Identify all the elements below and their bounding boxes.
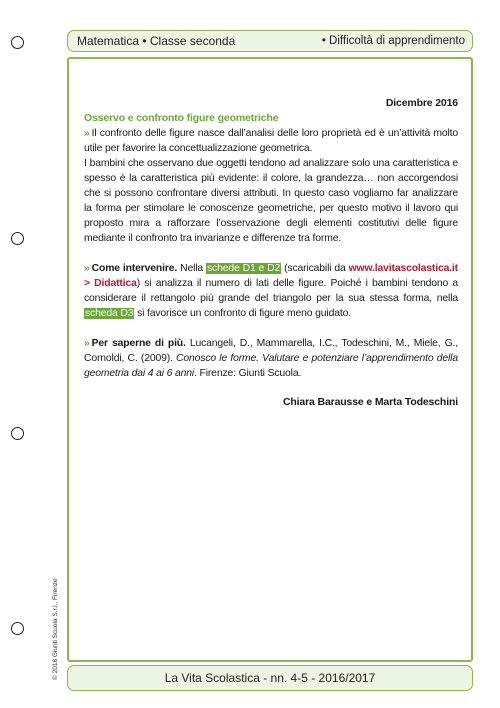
binder-hole-icon <box>11 427 24 440</box>
article-authors: Chiara Barausse e Marta Todeschini <box>282 396 458 408</box>
article-date: Dicembre 2016 <box>385 97 458 109</box>
topic-label: • Difficoltà di apprendimento <box>321 35 465 47</box>
spacer <box>84 321 458 336</box>
references-label: Per saperne di più. <box>91 338 186 349</box>
page-header <box>67 30 473 52</box>
intervention-pre: Nella <box>177 263 206 274</box>
right-arrow-bullet-icon: » <box>84 263 90 274</box>
intro-text: Il confronto delle figure nasce dall’analisi delle loro proprietà ed è un’attività molto utile per favorire la concettualizzazione geometrica. <box>84 128 458 154</box>
binder-hole-icon <box>11 36 24 49</box>
body-paragraph: I bambini che osservano due oggetti tendono ad analizzare solo una caratteristica e spesso è la caratteristica più evidente: il colore, la grandezza… non accorgendosi che si possono confrontare diversi attributi. In questo caso vogliamo far analizzare la forma per stimolare le conoscenze geometriche, per questo motivo il lavoro qui proposto mira a rafforzare l’osservazione degli elementi costitutivi delle figure mediante il confronto tra invarianze e differenze tra forme. <box>84 158 458 244</box>
worksheet-d1-d2-link[interactable]: schede D1 e D2 <box>207 263 281 274</box>
website-link[interactable]: www.lavitascolastica.it > Didattica <box>84 263 458 289</box>
binder-hole-icon <box>11 622 24 635</box>
references-book-title: Conosco le forme. Valutare e potenziare l’apprendimento della geometria dai 4 ai 6 anni <box>84 353 458 379</box>
footer-text: La Vita Scolastica - nn. 4-5 - 2016/2017 <box>164 671 376 685</box>
article-title: Osservo e confronto figure geometriche <box>84 112 279 124</box>
intervention-mid: (scaricabili da <box>281 263 349 274</box>
intervention-paragraph <box>84 261 458 321</box>
worksheet-d3-link[interactable]: scheda D3 <box>85 308 134 319</box>
intervention-label: Come intervenire. <box>91 263 178 274</box>
references-authors: Lucangeli, D., Mammarella, I.C., Todeschini, M., Miele, G., Cornoldi, C. (2009). <box>84 338 459 364</box>
intervention-post: ) si analizza il numero di lati delle figure. Poiché i bambini tendono a considerare il rettangolo più grande del triangolo per la sua stessa forma, nella <box>84 278 459 304</box>
right-arrow-bullet-icon: » <box>84 128 90 139</box>
references-publisher: . Firenze: Giunti Scuola. <box>194 368 302 379</box>
side-copyright: © 2016 Giunti Scuola S.r.l., Firenze <box>52 578 59 680</box>
page-footer <box>67 665 473 691</box>
spacer <box>84 246 458 261</box>
right-arrow-bullet-icon: » <box>84 338 90 349</box>
intervention-end: si favorisce un confronto di figure meno guidato. <box>134 308 351 319</box>
subject-label: Matematica • Classe seconda <box>77 34 236 48</box>
intro-paragraph <box>84 126 458 156</box>
article <box>84 96 458 410</box>
binder-hole-icon <box>11 232 24 245</box>
references-paragraph <box>84 336 458 381</box>
